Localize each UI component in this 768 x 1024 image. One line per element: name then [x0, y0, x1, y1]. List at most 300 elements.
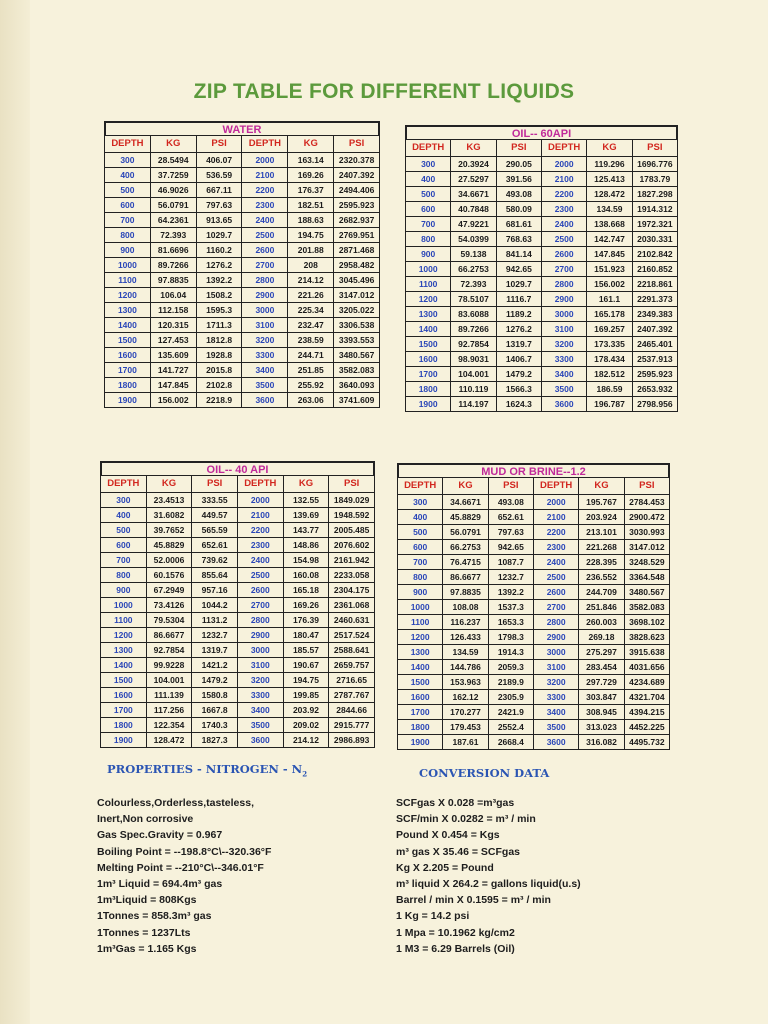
value-cell: 1029.7 — [496, 277, 541, 292]
value-cell: 1798.3 — [488, 630, 533, 645]
depth-cell: 2200 — [242, 183, 288, 198]
depth-cell: 2900 — [242, 288, 288, 303]
text-line: Inert,Non corrosive — [97, 813, 194, 826]
depth-cell: 2700 — [237, 598, 283, 613]
value-cell: 3915.638 — [624, 645, 669, 660]
table-row — [105, 258, 380, 273]
table-caption: MUD OR BRINE--1.2 — [397, 463, 670, 477]
value-cell: 40.7848 — [451, 202, 496, 217]
value-cell: 99.9228 — [146, 658, 192, 673]
value-cell: 122.354 — [146, 718, 192, 733]
value-cell: 739.62 — [192, 553, 238, 568]
table-caption: OIL-- 40 API — [100, 461, 375, 475]
conversion-list — [396, 795, 696, 957]
value-cell: 28.5494 — [150, 153, 196, 168]
depth-cell: 3000 — [242, 303, 288, 318]
value-cell: 2102.842 — [632, 247, 677, 262]
value-cell: 3582.083 — [624, 600, 669, 615]
value-cell: 283.454 — [579, 660, 624, 675]
value-cell: 163.14 — [288, 153, 334, 168]
value-cell: 667.11 — [196, 183, 242, 198]
depth-cell: 2000 — [242, 153, 288, 168]
value-cell: 1189.2 — [496, 307, 541, 322]
text-line: m³ gas X 35.46 = SCFgas — [396, 845, 521, 858]
value-cell: 580.09 — [496, 202, 541, 217]
value-cell: 3640.093 — [334, 378, 380, 393]
value-cell: 1827.298 — [632, 187, 677, 202]
table-row — [105, 288, 380, 303]
table-row — [398, 705, 670, 720]
depth-cell: 3300 — [237, 688, 283, 703]
value-cell: 2798.956 — [632, 397, 677, 412]
value-cell: 2421.9 — [488, 705, 533, 720]
value-cell: 214.12 — [288, 273, 334, 288]
depth-cell: 1000 — [406, 262, 451, 277]
depth-cell: 2800 — [237, 613, 283, 628]
value-cell: 2682.937 — [334, 213, 380, 228]
header-row — [105, 136, 380, 153]
value-cell: 2160.852 — [632, 262, 677, 277]
depth-cell: 1500 — [398, 675, 443, 690]
depth-cell: 1800 — [101, 718, 147, 733]
table-row — [398, 660, 670, 675]
depth-cell: 2500 — [533, 570, 578, 585]
value-cell: 855.64 — [192, 568, 238, 583]
value-cell: 2218.9 — [196, 393, 242, 408]
column-header: KG — [451, 140, 496, 157]
table-row — [101, 643, 375, 658]
depth-cell: 500 — [406, 187, 451, 202]
value-cell: 120.315 — [150, 318, 196, 333]
column-header: PSI — [334, 136, 380, 153]
value-cell: 1508.2 — [196, 288, 242, 303]
value-cell: 72.393 — [451, 277, 496, 292]
value-cell: 1116.7 — [496, 292, 541, 307]
depth-cell: 1500 — [406, 337, 451, 352]
table-row — [406, 172, 678, 187]
value-cell: 64.2361 — [150, 213, 196, 228]
value-cell: 942.65 — [496, 262, 541, 277]
value-cell: 255.92 — [288, 378, 334, 393]
depth-cell: 2600 — [541, 247, 586, 262]
value-cell: 3306.538 — [334, 318, 380, 333]
value-cell: 138.668 — [587, 217, 632, 232]
table-row — [406, 187, 678, 202]
value-cell: 134.59 — [443, 645, 488, 660]
column-header: PSI — [329, 476, 375, 493]
table-row — [101, 568, 375, 583]
depth-cell: 3200 — [237, 673, 283, 688]
column-header: DEPTH — [406, 140, 451, 157]
depth-cell: 2600 — [237, 583, 283, 598]
value-cell: 1827.3 — [192, 733, 238, 748]
value-cell: 214.12 — [283, 733, 329, 748]
value-cell: 2161.942 — [329, 553, 375, 568]
value-cell: 160.08 — [283, 568, 329, 583]
depth-cell: 1200 — [406, 292, 451, 307]
table-row — [406, 157, 678, 172]
text-line: 1Tonnes = 1237Lts — [97, 926, 191, 939]
table-row — [105, 318, 380, 333]
value-cell: 297.729 — [579, 675, 624, 690]
value-cell: 3828.623 — [624, 630, 669, 645]
value-cell: 116.237 — [443, 615, 488, 630]
value-cell: 180.47 — [283, 628, 329, 643]
table-row — [398, 540, 670, 555]
value-cell: 2349.383 — [632, 307, 677, 322]
value-cell: 56.0791 — [150, 198, 196, 213]
value-cell: 1928.8 — [196, 348, 242, 363]
value-cell: 841.14 — [496, 247, 541, 262]
value-cell: 493.08 — [496, 187, 541, 202]
value-cell: 238.59 — [288, 333, 334, 348]
depth-cell: 600 — [101, 538, 147, 553]
column-header: DEPTH — [101, 476, 147, 493]
depth-cell: 1600 — [398, 690, 443, 705]
value-cell: 182.51 — [288, 198, 334, 213]
value-cell: 127.453 — [150, 333, 196, 348]
value-cell: 34.6671 — [443, 495, 488, 510]
value-cell: 1276.2 — [496, 322, 541, 337]
value-cell: 37.7259 — [150, 168, 196, 183]
depth-cell: 3100 — [242, 318, 288, 333]
depth-cell: 800 — [105, 228, 151, 243]
depth-cell: 400 — [105, 168, 151, 183]
value-cell: 148.86 — [283, 538, 329, 553]
value-cell: 269.18 — [579, 630, 624, 645]
depth-cell: 3600 — [541, 397, 586, 412]
depth-cell: 700 — [406, 217, 451, 232]
depth-cell: 3200 — [541, 337, 586, 352]
text-line: 1m³ Liquid = 694.4m³ gas — [97, 877, 223, 890]
value-cell: 89.7266 — [150, 258, 196, 273]
depth-cell: 300 — [105, 153, 151, 168]
depth-cell: 3400 — [237, 703, 283, 718]
depth-cell: 2000 — [533, 495, 578, 510]
value-cell: 2030.331 — [632, 232, 677, 247]
value-cell: 1406.7 — [496, 352, 541, 367]
value-cell: 1537.3 — [488, 600, 533, 615]
data-table — [397, 477, 670, 750]
column-header: KG — [146, 476, 192, 493]
value-cell: 1653.3 — [488, 615, 533, 630]
value-cell: 156.002 — [150, 393, 196, 408]
depth-cell: 1700 — [101, 703, 147, 718]
page-edge — [0, 0, 30, 1024]
value-cell: 162.12 — [443, 690, 488, 705]
value-cell: 3582.083 — [334, 363, 380, 378]
table-row — [398, 615, 670, 630]
value-cell: 66.2753 — [443, 540, 488, 555]
value-cell: 4495.732 — [624, 735, 669, 750]
depth-cell: 500 — [105, 183, 151, 198]
depth-cell: 3400 — [541, 367, 586, 382]
value-cell: 260.003 — [579, 615, 624, 630]
depth-cell: 700 — [105, 213, 151, 228]
value-cell: 72.393 — [150, 228, 196, 243]
value-cell: 141.727 — [150, 363, 196, 378]
value-cell: 2900.472 — [624, 510, 669, 525]
value-cell: 147.845 — [587, 247, 632, 262]
depth-cell: 400 — [406, 172, 451, 187]
value-cell: 39.7652 — [146, 523, 192, 538]
value-cell: 913.65 — [196, 213, 242, 228]
value-cell: 244.709 — [579, 585, 624, 600]
table-row — [105, 273, 380, 288]
value-cell: 2005.485 — [329, 523, 375, 538]
value-cell: 54.0399 — [451, 232, 496, 247]
table-water — [104, 121, 380, 408]
value-cell: 209.02 — [283, 718, 329, 733]
table-row — [101, 598, 375, 613]
table-row — [398, 585, 670, 600]
value-cell: 2653.932 — [632, 382, 677, 397]
value-cell: 201.88 — [288, 243, 334, 258]
table-row — [398, 690, 670, 705]
depth-cell: 3400 — [533, 705, 578, 720]
value-cell: 1948.592 — [329, 508, 375, 523]
value-cell: 2076.602 — [329, 538, 375, 553]
value-cell: 97.8835 — [150, 273, 196, 288]
value-cell: 1319.7 — [192, 643, 238, 658]
depth-cell: 1900 — [398, 735, 443, 750]
value-cell: 92.7854 — [451, 337, 496, 352]
table-row — [406, 277, 678, 292]
value-cell: 2537.913 — [632, 352, 677, 367]
value-cell: 3205.022 — [334, 303, 380, 318]
depth-cell: 3500 — [541, 382, 586, 397]
table-oil-40api — [100, 461, 375, 748]
depth-cell: 2500 — [541, 232, 586, 247]
value-cell: 1812.8 — [196, 333, 242, 348]
value-cell: 83.6088 — [451, 307, 496, 322]
depth-cell: 1100 — [406, 277, 451, 292]
value-cell: 221.26 — [288, 288, 334, 303]
value-cell: 244.71 — [288, 348, 334, 363]
depth-cell: 1500 — [101, 673, 147, 688]
column-header: DEPTH — [105, 136, 151, 153]
table-row — [398, 600, 670, 615]
value-cell: 2460.631 — [329, 613, 375, 628]
table-row — [406, 232, 678, 247]
depth-cell: 2700 — [541, 262, 586, 277]
table-row — [406, 382, 678, 397]
page-title: ZIP TABLE FOR DIFFERENT LIQUIDS — [193, 80, 575, 103]
value-cell: 134.59 — [587, 202, 632, 217]
text-line: Melting Point = --210°C\--346.01°F — [97, 861, 264, 874]
depth-cell: 3300 — [533, 690, 578, 705]
value-cell: 1276.2 — [196, 258, 242, 273]
value-cell: 143.77 — [283, 523, 329, 538]
table-row — [101, 658, 375, 673]
depth-cell: 1500 — [105, 333, 151, 348]
value-cell: 4452.225 — [624, 720, 669, 735]
column-header: PSI — [192, 476, 238, 493]
value-cell: 768.63 — [496, 232, 541, 247]
depth-cell: 400 — [398, 510, 443, 525]
table-row — [101, 493, 375, 508]
value-cell: 2407.392 — [632, 322, 677, 337]
depth-cell: 600 — [406, 202, 451, 217]
value-cell: 797.63 — [196, 198, 242, 213]
depth-cell: 2100 — [242, 168, 288, 183]
text-line: 1 M3 = 6.29 Barrels (Oil) — [396, 942, 515, 955]
value-cell: 2595.923 — [334, 198, 380, 213]
table-row — [105, 168, 380, 183]
table-oil-60api — [405, 125, 678, 412]
value-cell: 110.119 — [451, 382, 496, 397]
value-cell: 2784.453 — [624, 495, 669, 510]
value-cell: 3045.496 — [334, 273, 380, 288]
data-table — [405, 139, 678, 412]
depth-cell: 3100 — [541, 322, 586, 337]
value-cell: 236.552 — [579, 570, 624, 585]
value-cell: 66.2753 — [451, 262, 496, 277]
column-header: DEPTH — [237, 476, 283, 493]
value-cell: 2769.951 — [334, 228, 380, 243]
header-row — [398, 478, 670, 495]
value-cell: 92.7854 — [146, 643, 192, 658]
value-cell: 1595.3 — [196, 303, 242, 318]
depth-cell: 1900 — [101, 733, 147, 748]
depth-cell: 1000 — [105, 258, 151, 273]
value-cell: 2361.068 — [329, 598, 375, 613]
depth-cell: 3600 — [237, 733, 283, 748]
header-row — [406, 140, 678, 157]
value-cell: 263.06 — [288, 393, 334, 408]
value-cell: 2958.482 — [334, 258, 380, 273]
value-cell: 79.5304 — [146, 613, 192, 628]
depth-cell: 1700 — [105, 363, 151, 378]
depth-cell: 1600 — [101, 688, 147, 703]
value-cell: 1696.776 — [632, 157, 677, 172]
table-row — [398, 525, 670, 540]
depth-cell: 2400 — [242, 213, 288, 228]
value-cell: 112.158 — [150, 303, 196, 318]
value-cell: 3480.567 — [624, 585, 669, 600]
text-line: 1 Mpa = 10.1962 kg/cm2 — [396, 926, 515, 939]
value-cell: 3480.567 — [334, 348, 380, 363]
table-row — [105, 333, 380, 348]
value-cell: 1479.2 — [192, 673, 238, 688]
value-cell: 303.847 — [579, 690, 624, 705]
value-cell: 449.57 — [192, 508, 238, 523]
value-cell: 20.3924 — [451, 157, 496, 172]
table-row — [406, 322, 678, 337]
depth-cell: 700 — [398, 555, 443, 570]
value-cell: 232.47 — [288, 318, 334, 333]
value-cell: 104.001 — [451, 367, 496, 382]
table-row — [101, 688, 375, 703]
depth-cell: 1100 — [398, 615, 443, 630]
table-row — [101, 538, 375, 553]
value-cell: 111.139 — [146, 688, 192, 703]
depth-cell: 2900 — [533, 630, 578, 645]
value-cell: 2305.9 — [488, 690, 533, 705]
depth-cell: 2600 — [533, 585, 578, 600]
depth-cell: 2100 — [533, 510, 578, 525]
value-cell: 194.75 — [288, 228, 334, 243]
value-cell: 98.9031 — [451, 352, 496, 367]
value-cell: 188.63 — [288, 213, 334, 228]
value-cell: 2494.406 — [334, 183, 380, 198]
value-cell: 536.59 — [196, 168, 242, 183]
value-cell: 2787.767 — [329, 688, 375, 703]
value-cell: 114.197 — [451, 397, 496, 412]
value-cell: 228.395 — [579, 555, 624, 570]
depth-cell: 3500 — [237, 718, 283, 733]
depth-cell: 700 — [101, 553, 147, 568]
value-cell: 81.6696 — [150, 243, 196, 258]
table-row — [105, 363, 380, 378]
value-cell: 2517.524 — [329, 628, 375, 643]
depth-cell: 1000 — [101, 598, 147, 613]
depth-cell: 2600 — [242, 243, 288, 258]
depth-cell: 1300 — [406, 307, 451, 322]
depth-cell: 3100 — [533, 660, 578, 675]
column-header: KG — [283, 476, 329, 493]
value-cell: 1232.7 — [192, 628, 238, 643]
column-header: KG — [587, 140, 632, 157]
text-line: Gas Spec.Gravity = 0.967 — [97, 829, 223, 842]
value-cell: 1972.321 — [632, 217, 677, 232]
value-cell: 59.138 — [451, 247, 496, 262]
value-cell: 126.433 — [443, 630, 488, 645]
value-cell: 2059.3 — [488, 660, 533, 675]
value-cell: 208 — [288, 258, 334, 273]
value-cell: 3147.012 — [334, 288, 380, 303]
depth-cell: 900 — [101, 583, 147, 598]
value-cell: 1392.2 — [488, 585, 533, 600]
value-cell: 308.945 — [579, 705, 624, 720]
value-cell: 187.61 — [443, 735, 488, 750]
value-cell: 2304.175 — [329, 583, 375, 598]
table-row — [406, 307, 678, 322]
header-row — [101, 476, 375, 493]
value-cell: 1783.79 — [632, 172, 677, 187]
value-cell: 275.297 — [579, 645, 624, 660]
column-header: KG — [288, 136, 334, 153]
depth-cell: 2200 — [541, 187, 586, 202]
depth-cell: 400 — [101, 508, 147, 523]
depth-cell: 2400 — [541, 217, 586, 232]
depth-cell: 800 — [398, 570, 443, 585]
depth-cell: 1200 — [105, 288, 151, 303]
value-cell: 179.453 — [443, 720, 488, 735]
depth-cell: 2800 — [242, 273, 288, 288]
table-row — [105, 243, 380, 258]
depth-cell: 500 — [398, 525, 443, 540]
value-cell: 4234.689 — [624, 675, 669, 690]
table-row — [406, 337, 678, 352]
table-row — [105, 393, 380, 408]
value-cell: 108.08 — [443, 600, 488, 615]
value-cell: 147.845 — [150, 378, 196, 393]
depth-cell: 2500 — [237, 568, 283, 583]
depth-cell: 900 — [105, 243, 151, 258]
value-cell: 106.04 — [150, 288, 196, 303]
value-cell: 2659.757 — [329, 658, 375, 673]
value-cell: 316.082 — [579, 735, 624, 750]
value-cell: 2233.058 — [329, 568, 375, 583]
table-row — [406, 397, 678, 412]
table-row — [101, 613, 375, 628]
table-row — [398, 555, 670, 570]
depth-cell: 800 — [406, 232, 451, 247]
value-cell: 4321.704 — [624, 690, 669, 705]
value-cell: 1232.7 — [488, 570, 533, 585]
value-cell: 2189.9 — [488, 675, 533, 690]
